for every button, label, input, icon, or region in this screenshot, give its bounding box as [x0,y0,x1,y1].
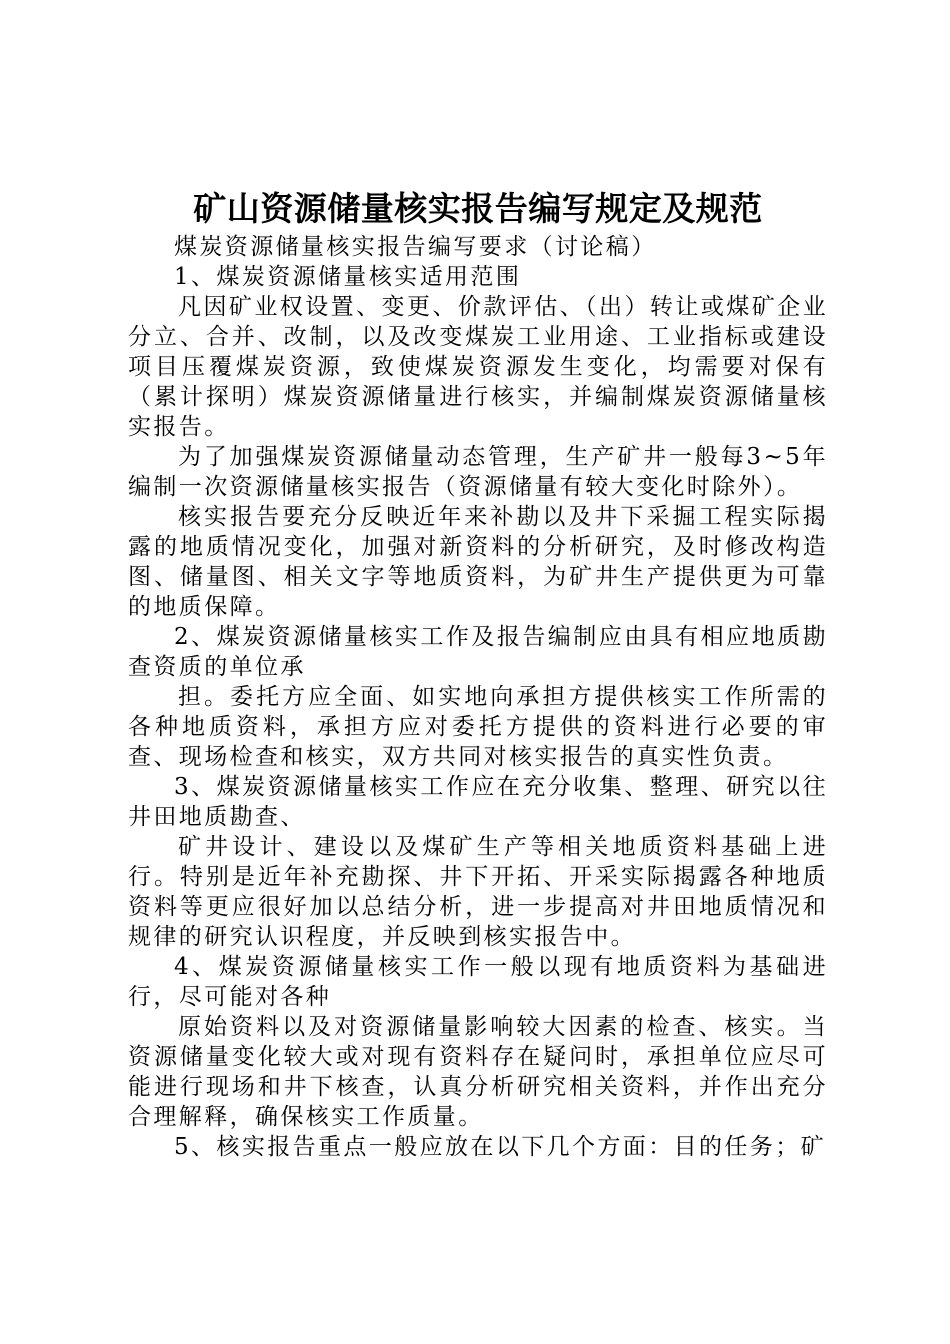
paragraph: 为了加强煤炭资源储量动态管理，生产矿井一般每3~5年编制一次资源储量核实报告（资源储量有较大变化时除外）。 [128,444,828,500]
paragraph: 担。委托方应全面、如实地向承担方提供核实工作所需的各种地质资料，承担方应对委托方提供的资料进行必要的审查、现场检查和核实，双方共同对核实报告的真实性负责。 [128,684,828,770]
paragraph: 原始资料以及对资源储量影响较大因素的检查、核实。当资源储量变化较大或对现有资料存在疑问时，承担单位应尽可能进行现场和井下核查，认真分析研究相关资料，并作出充分合理解释，确保核实工作质量。 [128,1014,828,1130]
paragraph-section-5: 5、核实报告重点一般应放在以下几个方面：目的任务；矿 [174,1134,827,1160]
paragraph-section-3: 3、煤炭资源储量核实工作应在充分收集、整理、研究以往井田地质勘查、 [128,774,828,830]
paragraph: 矿井设计、建设以及煤矿生产等相关地质资料基础上进行。特别是近年补充勘探、井下开拓、开采实际揭露各种地质资料等更应很好加以总结分析，进一步提高对井田地质情况和规律的研究认识程度，并反映到核实报告中。 [128,834,828,950]
document-body [128,232,828,1162]
paragraph-section-1-heading: 1、煤炭资源储量核实适用范围 [174,264,522,290]
paragraph-section-2: 2、煤炭资源储量核实工作及报告编制应由具有相应地质勘查资质的单位承 [128,624,828,680]
paragraph: 核实报告要充分反映近年来补勘以及井下采掘工程实际揭露的地质情况变化，加强对新资料的分析研究，及时修改构造图、储量图、相关文字等地质资料，为矿井生产提供更为可靠的地质保障。 [128,504,828,620]
paragraph: 凡因矿业权设置、变更、价款评估、（出）转让或煤矿企业分立、合并、改制，以及改变煤炭工业用途、工业指标或建设项目压覆煤炭资源，致使煤炭资源发生变化，均需要对保有（累计探明）煤炭资源储量进行核实，并编制煤炭资源储量核实报告。 [128,294,828,440]
paragraph-subtitle: 煤炭资源储量核实报告编写要求（讨论稿） [174,234,657,260]
paragraph-section-4: 4、煤炭资源储量核实工作一般以现有地质资料为基础进行，尽可能对各种 [128,954,828,1010]
document-title: 矿山资源储量核实报告编写规定及规范 [193,189,763,228]
